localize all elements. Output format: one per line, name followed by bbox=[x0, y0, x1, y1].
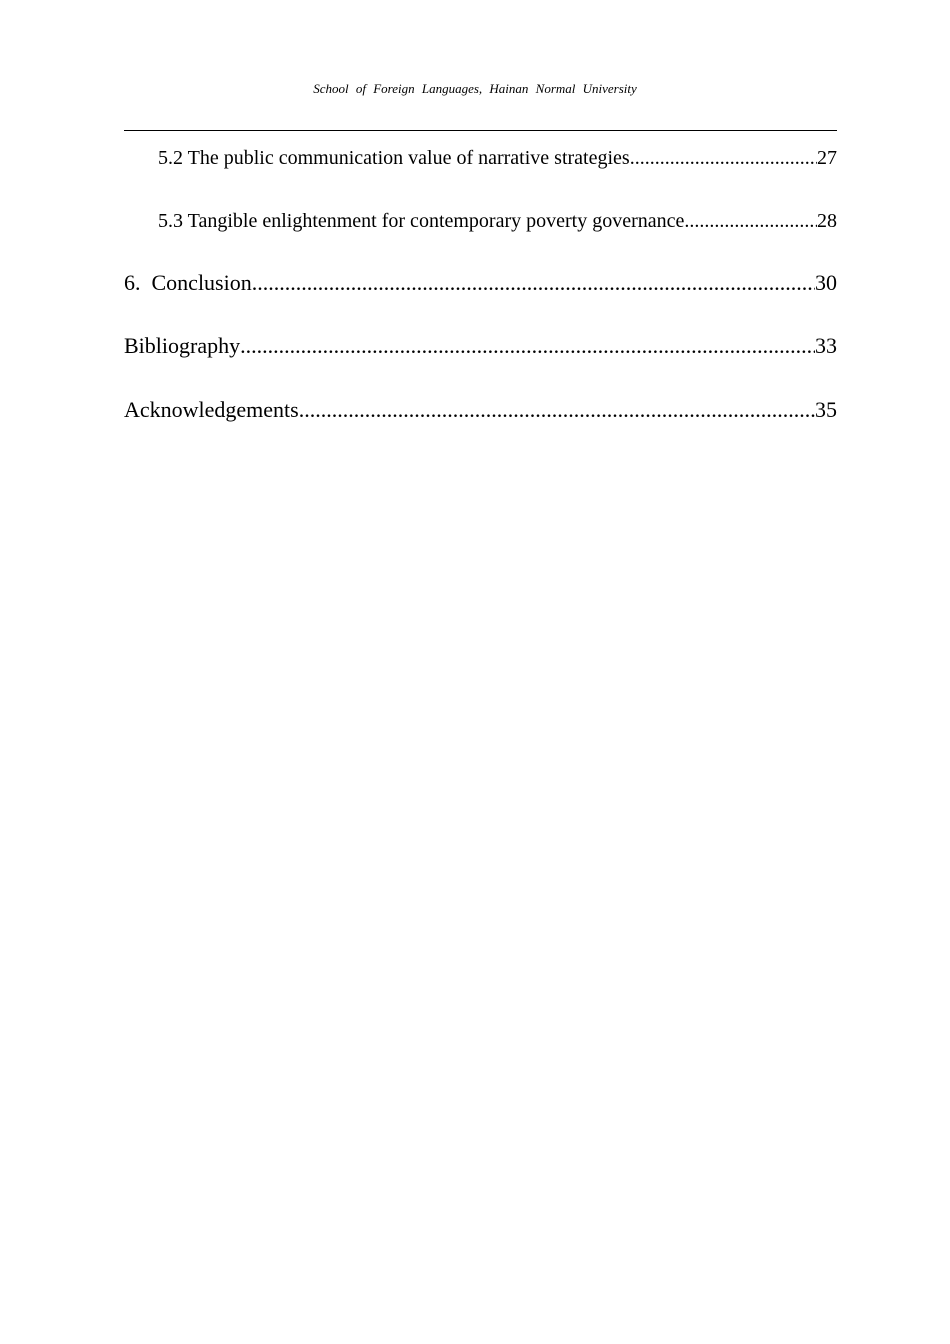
toc-page-number: 27 bbox=[817, 147, 837, 169]
page-header: School of Foreign Languages, Hainan Normal University bbox=[313, 81, 637, 96]
toc-dot-leader bbox=[630, 145, 817, 171]
toc-dot-leader bbox=[252, 270, 815, 296]
toc-entry-5-3[interactable] bbox=[158, 208, 837, 234]
toc-dot-leader bbox=[299, 397, 815, 423]
toc-entry-title: Bibliography bbox=[124, 333, 241, 358]
toc-page-number: 33 bbox=[815, 333, 837, 358]
toc-entry-title: Acknowledgements bbox=[124, 397, 299, 422]
toc-page-number: 28 bbox=[817, 210, 837, 232]
toc-entry-acknowledgements[interactable] bbox=[124, 397, 837, 423]
toc-page-number: 35 bbox=[815, 397, 837, 422]
toc-dot-leader bbox=[684, 208, 817, 234]
toc-entry-title: 5.3 Tangible enlightenment for contemporary poverty governance bbox=[158, 210, 685, 232]
toc-entry-5-2[interactable] bbox=[158, 145, 837, 171]
toc-page-number: 30 bbox=[815, 270, 837, 295]
header-rule bbox=[124, 130, 837, 131]
toc-entry-title: 6. Conclusion bbox=[124, 270, 252, 295]
toc-entry-conclusion[interactable] bbox=[124, 270, 837, 296]
toc-entry-bibliography[interactable] bbox=[124, 333, 837, 359]
toc-dot-leader bbox=[240, 333, 815, 359]
toc-entry-title: 5.2 The public communication value of narrative strategies bbox=[158, 147, 630, 169]
